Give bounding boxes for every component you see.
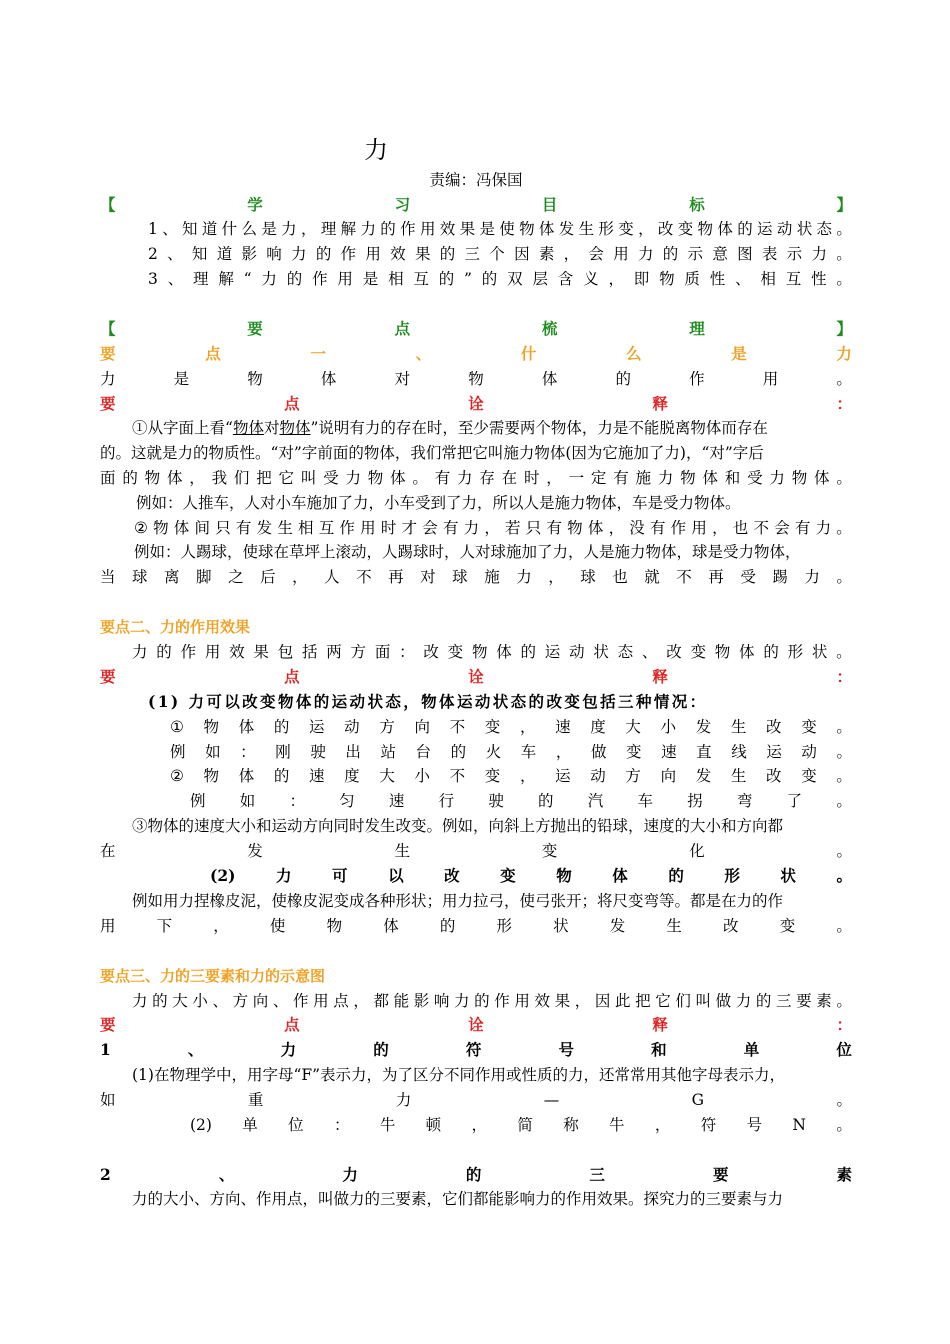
char: 、 <box>415 344 432 363</box>
char: 标 <box>689 195 705 214</box>
char: 的 <box>450 743 467 761</box>
char: 】 <box>836 195 852 214</box>
char: 目 <box>541 195 558 214</box>
char: 不 <box>449 718 466 736</box>
char: 发 <box>695 718 712 736</box>
point2-sub2-example-line2 <box>100 914 852 938</box>
char: 是 <box>731 344 747 363</box>
char: 不 <box>676 568 692 586</box>
char: 单 <box>242 1116 258 1134</box>
char: 理 <box>689 319 705 338</box>
char: ， <box>555 743 572 761</box>
char: 变 <box>484 718 501 736</box>
char: 诠 <box>468 394 484 413</box>
char: 力 <box>804 568 820 586</box>
char: 变 <box>541 842 558 860</box>
char: 习 <box>394 195 411 214</box>
char: 状 <box>780 866 796 885</box>
point3-intro: 力 的 大 小 、 方 向 、 作 用 点 ， 都 能 影 响 力 的 作 用 效 果 ， 因 此 把 它 们 叫 做 力 的 三 要 素 。 <box>132 992 852 1010</box>
char: 使 <box>269 917 286 935</box>
char: 牛 <box>379 1116 396 1134</box>
char: 要 <box>100 667 116 686</box>
char: 的 <box>615 370 631 388</box>
char: 是 <box>173 370 190 388</box>
point1-para1-line2: 的。这就是力的物质性。“对”字前面的物体，我们常把它叫施力物体(因为它施加了力)，“对”字后 <box>100 444 764 462</box>
char: 如 <box>239 792 256 810</box>
char: ， <box>548 568 564 586</box>
char: 要 <box>247 319 263 338</box>
char: 方 <box>625 767 641 785</box>
point1-example1: 例如：人推车，人对小车施加了力，小车受到了力，所以人是施力物体，车是受力物体。 <box>136 494 741 512</box>
goal-item-2: 2 、 知 道 影 响 力 的 作 用 效 果 的 三 个 因 素 ， 会 用 力 的 示 意 图 表 示 力 。 <box>148 245 852 263</box>
char: 体 <box>612 866 628 885</box>
char: 球 <box>452 568 468 586</box>
char: 和 <box>651 1040 667 1059</box>
point2-explain-label <box>100 665 852 689</box>
char: 要 <box>100 1015 116 1034</box>
char: 1 <box>100 1040 111 1059</box>
char: 受 <box>740 568 756 586</box>
char: 踢 <box>772 568 788 586</box>
goals-header <box>100 193 852 217</box>
char: ： <box>333 1116 350 1134</box>
char: 度 <box>590 718 606 736</box>
char: 后 <box>260 568 276 586</box>
char: N <box>792 1116 806 1134</box>
char: 汽 <box>587 792 604 810</box>
char: 生 <box>730 767 747 785</box>
char: 变 <box>801 718 817 736</box>
char: 、 <box>187 1040 204 1059</box>
char: 牛 <box>609 1116 625 1134</box>
char: 改 <box>444 866 460 885</box>
point2-case3-line2 <box>100 839 852 863</box>
char: 2 <box>100 1165 111 1184</box>
char: 、 <box>218 1165 235 1184</box>
char: 弯 <box>736 792 753 810</box>
char: 驶 <box>488 792 504 810</box>
char: 位 <box>288 1116 304 1134</box>
char: 例 <box>190 792 206 810</box>
char: 用 <box>762 370 779 388</box>
char: 物 <box>468 370 484 388</box>
char: 发 <box>247 842 263 860</box>
char: 力 <box>275 866 292 885</box>
char: 球 <box>132 568 148 586</box>
char: 力 <box>516 568 532 586</box>
char: 大 <box>379 767 395 785</box>
char: 车 <box>637 792 653 810</box>
char: 。 <box>836 718 852 736</box>
point2-intro: 力 的 作 用 效 果 包 括 两 方 面 ： 改 变 物 体 的 运 动 状 态 、 改 变 物 体 的 形 状 。 <box>132 643 852 661</box>
char: ： <box>240 743 256 761</box>
char: 。 <box>836 1116 852 1134</box>
char: 重 <box>247 1091 264 1109</box>
char: 例 <box>170 743 186 761</box>
char: 变 <box>484 767 501 785</box>
char: 位 <box>836 1040 852 1059</box>
char: 行 <box>438 792 455 810</box>
char: 【 <box>100 195 116 214</box>
char: 也 <box>612 568 628 586</box>
char: 体 <box>383 917 399 935</box>
char: 要 <box>100 394 116 413</box>
point1-explain-label <box>100 392 852 416</box>
char: 以 <box>388 866 404 885</box>
char: 释 <box>652 394 668 413</box>
char: ① <box>170 718 184 736</box>
point1-para1-line1: ①从字面上看“物体对物体”说明有力的存在时，至少需要两个物体，力是不能脱离物体而存在 <box>132 419 768 437</box>
char: 符 <box>465 1040 482 1059</box>
char: 。 <box>836 767 852 785</box>
char: 体 <box>541 370 558 388</box>
char: 形 <box>496 917 512 935</box>
point1-definition <box>100 367 852 391</box>
char: 。 <box>836 743 852 761</box>
point2-sub1: (1) 力可以改变物体的运动状态，物体运动状态的改变包括三种情况： <box>148 692 708 711</box>
char: 号 <box>558 1040 574 1059</box>
char: (2) <box>190 1116 212 1134</box>
char: ② <box>170 767 184 785</box>
char: 之 <box>228 568 244 586</box>
char: 物 <box>203 718 220 736</box>
char: 施 <box>484 568 500 586</box>
char: 拐 <box>687 792 703 810</box>
char: 变 <box>500 866 516 885</box>
char: 速 <box>309 767 325 785</box>
char: 不 <box>449 767 466 785</box>
point3-s2-para: 力的大小、方向、作用点，叫做力的三要素，它们都能影响力的作用效果。探究力的三要素与力 <box>132 1190 784 1208</box>
point2-case1 <box>100 715 852 739</box>
char: 向 <box>660 767 677 785</box>
char: 改 <box>723 917 739 935</box>
char: 【 <box>100 319 116 338</box>
char: 诠 <box>468 1015 484 1034</box>
char: 物 <box>326 917 343 935</box>
char: ： <box>836 394 852 413</box>
author-line: 责编：冯保国 <box>429 171 523 189</box>
char: 改 <box>766 767 782 785</box>
char: 力 <box>342 1165 358 1184</box>
char: 。 <box>836 917 852 935</box>
char: 生 <box>666 917 682 935</box>
char: 形 <box>724 866 740 885</box>
goal-item-1: 1 、 知 道 什 么 是 力 ， 理 解 力 的 作 用 效 果 是 使 物 体 发 生 形 变 ， 改 变 物 体 的 运 动 状 态 。 <box>148 220 852 238</box>
char: 梳 <box>541 319 558 338</box>
char: G <box>691 1091 705 1109</box>
point1-para2: ② 物 体 间 只 有 发 生 相 互 作 用 时 才 会 有 力 ， 若 只 有 物 体 ， 没 有 作 用 ， 也 不 会 有 力 。 <box>134 519 852 537</box>
char: 物 <box>556 866 572 885</box>
char: — <box>543 1091 560 1109</box>
point2-case2 <box>100 764 852 788</box>
char: 变 <box>801 767 817 785</box>
char: 车 <box>520 743 537 761</box>
char: 点 <box>284 1015 300 1034</box>
char: 方 <box>379 718 395 736</box>
char: 的 <box>273 718 290 736</box>
char: 动 <box>590 767 606 785</box>
char: 匀 <box>339 792 355 810</box>
char: 改 <box>766 718 782 736</box>
char: 】 <box>836 319 852 338</box>
point3-s1-para1b <box>100 1088 852 1112</box>
char: 刚 <box>275 743 291 761</box>
char: 的 <box>439 917 456 935</box>
char: 点 <box>205 344 221 363</box>
char: 小 <box>660 718 677 736</box>
char: 台 <box>415 743 432 761</box>
char: 要 <box>100 344 116 363</box>
char: (2) <box>210 866 236 885</box>
char: 点 <box>394 319 411 338</box>
char: 素 <box>836 1165 852 1184</box>
point1-para1-line3: 面 的 物 体 ， 我 们 把 它 叫 受 力 物 体 。 有 力 存 在 时 ， 一 定 有 施 力 物 体 和 受 力 物 体 。 <box>100 469 852 487</box>
char: 变 <box>779 917 796 935</box>
char: 变 <box>626 743 642 761</box>
char: 当 <box>100 568 116 586</box>
char: 的 <box>373 1040 389 1059</box>
char: 脚 <box>196 568 212 586</box>
char: 单 <box>743 1040 760 1059</box>
char: 离 <box>164 568 180 586</box>
char: 体 <box>320 370 337 388</box>
point2-sub2-example-line1: 例如用力捏橡皮泥，使橡皮泥变成各种形状；用力拉弓，使弓张开；将尺变弯等。都是在力的作 <box>132 892 784 910</box>
char: 力 <box>836 344 852 363</box>
char: 顿 <box>425 1116 442 1134</box>
char: 如 <box>205 743 221 761</box>
char: 。 <box>836 792 852 810</box>
char: 用 <box>100 917 116 935</box>
char: 符 <box>700 1116 717 1134</box>
point3-heading: 要点三、力的三要素和力的示意图 <box>100 967 326 985</box>
char: ， <box>519 718 536 736</box>
char: 的 <box>668 866 684 885</box>
point2-case2-example <box>100 789 852 813</box>
point2-case3-line1: ③物体的速度大小和运动方向同时发生改变。例如，向斜上方抛出的铅球，速度的大小和方向都 <box>132 817 784 835</box>
char: ， <box>471 1116 488 1134</box>
char: 再 <box>388 568 404 586</box>
char: 可 <box>332 866 348 885</box>
char: 火 <box>485 743 502 761</box>
char: 直 <box>696 743 712 761</box>
char: 发 <box>609 917 626 935</box>
char: 物 <box>247 370 263 388</box>
char: 一 <box>310 344 326 363</box>
point2-case1-example <box>100 740 852 764</box>
char: 什 <box>520 344 537 363</box>
char: ， <box>213 917 229 935</box>
char: 作 <box>689 370 705 388</box>
char: 释 <box>652 1015 668 1034</box>
char: 诠 <box>468 667 484 686</box>
point3-explain-label <box>100 1013 852 1037</box>
char: 学 <box>247 195 263 214</box>
char: 称 <box>563 1116 579 1134</box>
char: 体 <box>238 767 255 785</box>
char: 不 <box>356 568 372 586</box>
point1-example2-line1: 例如：人踢球，使球在草坪上滚动，人踢球时，人对球施加了力，人是施力物体，球是受力物体， <box>134 543 801 561</box>
char: 小 <box>414 767 430 785</box>
char: 。 <box>836 1091 852 1109</box>
point1-heading <box>100 342 852 366</box>
char: 球 <box>580 568 596 586</box>
char: 点 <box>284 667 300 686</box>
char: ， <box>519 767 536 785</box>
char: 在 <box>100 842 116 860</box>
char: 就 <box>644 568 660 586</box>
point1-example2-line2 <box>100 565 852 589</box>
char: 如 <box>100 1091 116 1109</box>
char: 速 <box>388 792 405 810</box>
char: 简 <box>517 1116 533 1134</box>
char: 动 <box>344 718 360 736</box>
char: 线 <box>731 743 747 761</box>
char: ： <box>289 792 305 810</box>
char: 速 <box>661 743 677 761</box>
char: 再 <box>708 568 724 586</box>
char: 三 <box>589 1165 605 1184</box>
char: 。 <box>836 866 852 885</box>
char: 做 <box>590 743 607 761</box>
point3-s1-heading <box>100 1038 852 1062</box>
char: 体 <box>238 718 255 736</box>
char: 度 <box>344 767 360 785</box>
char: 。 <box>836 842 852 860</box>
char: 了 <box>786 792 803 810</box>
char: 的 <box>273 767 290 785</box>
char: 驶 <box>310 743 326 761</box>
char: 力 <box>280 1040 297 1059</box>
char: 物 <box>203 767 220 785</box>
char: 站 <box>380 743 396 761</box>
char: 化 <box>689 842 705 860</box>
point2-sub2 <box>100 864 852 888</box>
char: 要 <box>712 1165 729 1184</box>
char: ， <box>292 568 308 586</box>
char: ， <box>654 1116 671 1134</box>
char: 人 <box>324 568 340 586</box>
char: 释 <box>652 667 668 686</box>
point3-s2-heading <box>100 1163 852 1187</box>
char: 对 <box>394 370 411 388</box>
char: 速 <box>555 718 571 736</box>
char: 生 <box>730 718 747 736</box>
char: 向 <box>414 718 430 736</box>
char: 对 <box>420 568 436 586</box>
char: 状 <box>553 917 569 935</box>
char: 的 <box>465 1165 482 1184</box>
char: 号 <box>746 1116 763 1134</box>
goal-item-3: 3 、 理 解 “ 力 的 作 用 是 相 互 的 ” 的 双 层 含 义 ， 即 物 质 性 、 相 互 性 。 <box>148 270 852 288</box>
char: 生 <box>394 842 411 860</box>
char: 发 <box>695 767 712 785</box>
point3-s1-para1: (1)在物理学中，用字母“F”表示力，为了区分不同作用或性质的力，还常常用其他字母表示力， <box>132 1066 786 1084</box>
char: 运 <box>309 718 325 736</box>
point3-s1-para2 <box>100 1113 852 1137</box>
char: ： <box>836 667 852 686</box>
char: 。 <box>836 370 852 388</box>
char: 点 <box>284 394 300 413</box>
char: ： <box>836 1015 852 1034</box>
page-title: 力 <box>364 136 388 164</box>
char: 运 <box>766 743 782 761</box>
char: 么 <box>626 344 642 363</box>
char: 动 <box>801 743 817 761</box>
review-header <box>100 317 852 341</box>
point2-heading: 要点二、力的作用效果 <box>100 618 251 636</box>
char: 大 <box>625 718 641 736</box>
char: 力 <box>395 1091 412 1109</box>
char: 。 <box>836 568 852 586</box>
char: 的 <box>538 792 554 810</box>
char: 出 <box>345 743 361 761</box>
char: 运 <box>555 767 571 785</box>
char: 下 <box>156 917 173 935</box>
char: 力 <box>100 370 116 388</box>
